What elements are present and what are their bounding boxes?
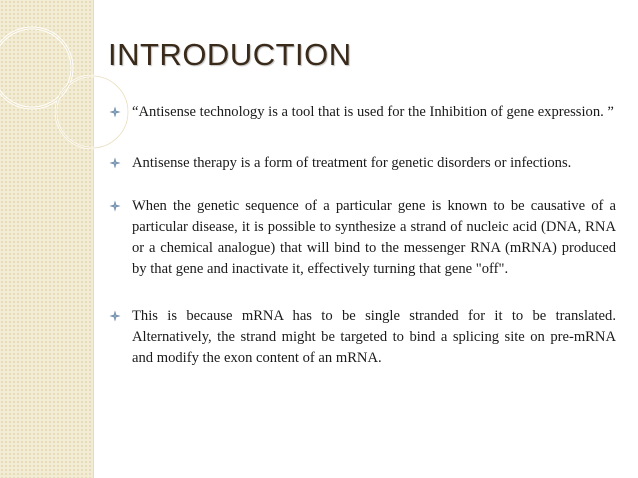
diamond-bullet-icon	[109, 157, 121, 169]
diamond-bullet-icon	[109, 106, 121, 118]
bullet-text: When the genetic sequence of a particular gene is known to be causative of a particular disease, it is possible to synthesize a strand of nucleic acid (DNA, RNA or a chemical analogue) that will bind to the messenger RNA (mRNA) produced by that gene and inactivate it, effectively turning that gene "off".	[132, 198, 616, 277]
slide-title: INTRODUCTION	[108, 37, 352, 72]
diamond-bullet-icon	[109, 310, 121, 322]
bullet-item	[108, 102, 616, 123]
bullet-item	[108, 153, 616, 174]
bullet-text: “Antisense technology is a tool that is used for the Inhibition of gene expression. ”	[132, 104, 614, 120]
bullet-item	[108, 196, 616, 280]
bullet-item	[108, 306, 616, 369]
bullet-text: Antisense therapy is a form of treatment for genetic disorders or infections.	[132, 155, 572, 171]
bullet-list	[108, 96, 616, 369]
diamond-bullet-icon	[109, 200, 121, 212]
bullet-text: This is because mRNA has to be single stranded for it to be translated. Alternatively, the strand might be targeted to bind a splicing site on pre-mRNA and modify the exon content of an mRNA.	[132, 308, 616, 366]
